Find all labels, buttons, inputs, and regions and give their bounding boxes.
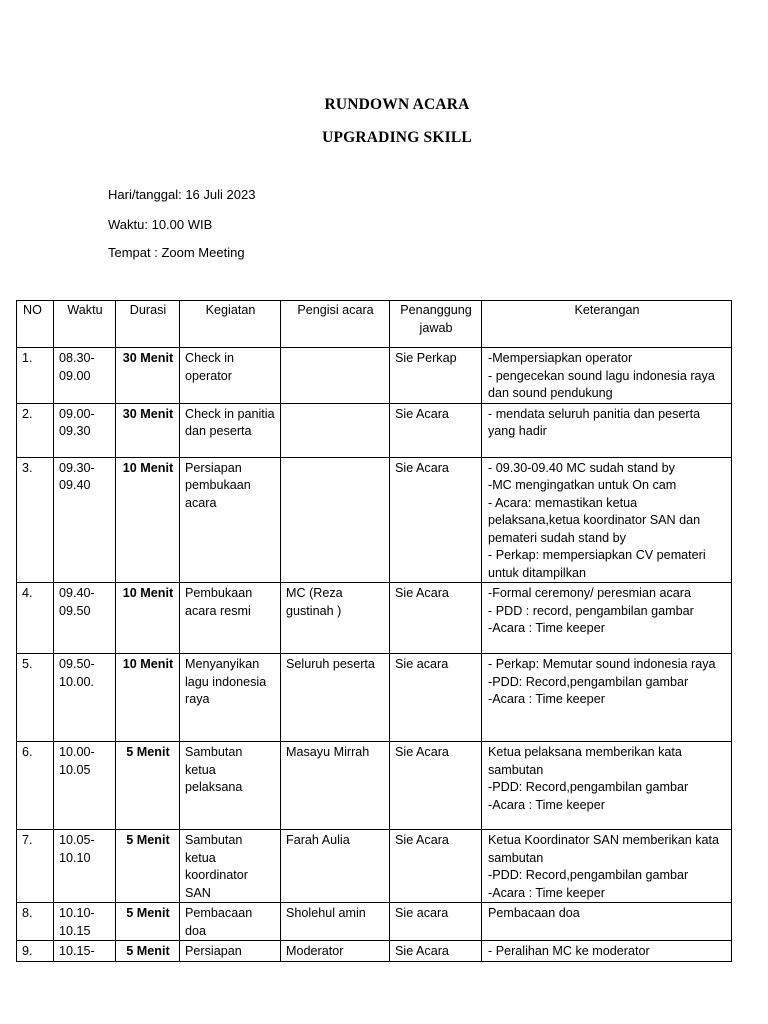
cell-kegiatan: Sambutan ketua pelaksana	[180, 742, 281, 830]
col-header-keterangan: Keterangan	[482, 301, 732, 348]
document-subtitle: UPGRADING SKILL	[322, 129, 472, 146]
cell-kegiatan: Check in panitia dan peserta	[180, 403, 281, 457]
cell-keterangan	[482, 941, 732, 962]
document-title: RUNDOWN ACARA	[324, 96, 470, 113]
keterangan-line: -PDD: Record,pengambilan gambar	[488, 780, 689, 794]
cell-penanggung-jawab: Sie acara	[390, 654, 482, 742]
keterangan-line: - mendata seluruh panitia dan peserta yang hadir	[488, 406, 701, 438]
col-header-waktu: Waktu	[54, 301, 116, 348]
cell-pengisi	[281, 457, 390, 583]
keterangan-line: -Mempersiapkan operator	[488, 351, 633, 365]
keterangan-line: -Acara : Time keeper	[488, 692, 605, 706]
cell-durasi: 10 Menit	[116, 583, 180, 654]
cell-keterangan	[482, 830, 732, 903]
cell-pengisi: Sholehul amin	[281, 903, 390, 941]
cell-waktu: 10.10-10.15	[54, 903, 116, 941]
cell-keterangan	[482, 903, 732, 941]
cell-durasi: 5 Menit	[116, 830, 180, 903]
cell-penanggung-jawab: Sie Acara	[390, 742, 482, 830]
keterangan-line: - 09.30-09.40 MC sudah stand by	[488, 460, 675, 475]
cell-no: 7.	[17, 830, 54, 903]
cell-no: 3.	[17, 457, 54, 583]
table-row	[17, 403, 732, 457]
col-header-penanggung-jawab: Penanggung jawab	[390, 301, 482, 348]
cell-penanggung-jawab: Sie Acara	[390, 403, 482, 457]
cell-kegiatan: Pembacaan doa	[180, 903, 281, 941]
info-date: Hari/tanggal: 16 Juli 2023	[108, 187, 256, 202]
keterangan-line: Ketua Koordinator SAN memberikan kata sambutan	[488, 833, 720, 865]
table-row	[17, 903, 732, 941]
cell-kegiatan: Persiapan	[180, 941, 281, 962]
table-row	[17, 348, 732, 404]
keterangan-line: - Peralihan MC ke moderator	[488, 944, 650, 958]
cell-durasi: 5 Menit	[116, 941, 180, 962]
cell-keterangan	[482, 583, 732, 654]
keterangan-line: -Acara : Time keeper	[488, 621, 605, 635]
cell-keterangan	[482, 348, 732, 404]
col-header-kegiatan: Kegiatan	[180, 301, 281, 348]
cell-pengisi: Masayu Mirrah	[281, 742, 390, 830]
cell-durasi: 30 Menit	[116, 348, 180, 404]
cell-no: 5.	[17, 654, 54, 742]
keterangan-line: Pembacaan doa	[488, 906, 580, 920]
keterangan-line: - Acara: memastikan ketua pelaksana,ketua koordinator SAN dan pemateri sudah stand by	[488, 495, 701, 545]
table-row	[17, 457, 732, 583]
cell-no: 1.	[17, 348, 54, 404]
cell-penanggung-jawab: Sie Perkap	[390, 348, 482, 404]
cell-pengisi: Farah Aulia	[281, 830, 390, 903]
cell-pengisi: Moderator	[281, 941, 390, 962]
table-row	[17, 742, 732, 830]
cell-kegiatan: Sambutan ketua koordinator SAN	[180, 830, 281, 903]
cell-waktu: 09.50-10.00.	[54, 654, 116, 742]
table-row	[17, 941, 732, 962]
cell-waktu: 09.00-09.30	[54, 403, 116, 457]
cell-waktu: 10.00-10.05	[54, 742, 116, 830]
cell-keterangan	[482, 654, 732, 742]
cell-durasi: 30 Menit	[116, 403, 180, 457]
cell-durasi: 10 Menit	[116, 457, 180, 583]
cell-penanggung-jawab: Sie Acara	[390, 457, 482, 583]
cell-keterangan	[482, 742, 732, 830]
col-header-durasi: Durasi	[116, 301, 180, 348]
cell-pengisi: MC (Reza gustinah )	[281, 583, 390, 654]
cell-waktu: 10.15-	[54, 941, 116, 962]
keterangan-line: -PDD: Record,pengambilan gambar	[488, 868, 689, 882]
cell-keterangan	[482, 403, 732, 457]
table-header-row	[17, 301, 732, 348]
info-place: Tempat : Zoom Meeting	[108, 245, 245, 260]
keterangan-line: Ketua pelaksana memberikan kata sambutan	[488, 745, 682, 777]
info-time: Waktu: 10.00 WIB	[108, 217, 213, 232]
cell-no: 8.	[17, 903, 54, 941]
cell-kegiatan: Pembukaan acara resmi	[180, 583, 281, 654]
cell-penanggung-jawab: Sie acara	[390, 903, 482, 941]
keterangan-line: -MC mengingatkan untuk On cam	[488, 478, 677, 492]
cell-kegiatan: Menyanyikan lagu indonesia raya	[180, 654, 281, 742]
keterangan-line: - PDD : record, pengambilan gambar	[488, 603, 694, 618]
keterangan-line: - Perkap: mempersiapkan CV pemateri untuk ditampilkan	[488, 548, 706, 580]
cell-pengisi	[281, 403, 390, 457]
cell-no: 6.	[17, 742, 54, 830]
rundown-table	[16, 300, 732, 962]
cell-waktu: 09.40-09.50	[54, 583, 116, 654]
keterangan-line: -PDD: Record,pengambilan gambar	[488, 674, 689, 689]
keterangan-line: -Acara : Time keeper	[488, 885, 605, 900]
cell-no: 2.	[17, 403, 54, 457]
col-header-pengisi: Pengisi acara	[281, 301, 390, 348]
cell-penanggung-jawab: Sie Acara	[390, 583, 482, 654]
cell-waktu: 09.30-09.40	[54, 457, 116, 583]
cell-kegiatan: Persiapan pembukaan acara	[180, 457, 281, 583]
cell-pengisi: Seluruh peserta	[281, 654, 390, 742]
col-header-no: NO	[17, 301, 54, 348]
cell-waktu: 08.30-09.00	[54, 348, 116, 404]
cell-durasi: 5 Menit	[116, 742, 180, 830]
cell-kegiatan: Check in operator	[180, 348, 281, 404]
cell-no: 4.	[17, 583, 54, 654]
cell-pengisi	[281, 348, 390, 404]
table-row	[17, 654, 732, 742]
cell-penanggung-jawab: Sie Acara	[390, 941, 482, 962]
table-row	[17, 583, 732, 654]
keterangan-line: -Acara : Time keeper	[488, 797, 605, 812]
cell-no: 9.	[17, 941, 54, 962]
cell-keterangan	[482, 457, 732, 583]
cell-penanggung-jawab: Sie Acara	[390, 830, 482, 903]
keterangan-line: - pengecekan sound lagu indonesia raya dan sound pendukung	[488, 368, 715, 400]
cell-durasi: 5 Menit	[116, 903, 180, 941]
cell-durasi: 10 Menit	[116, 654, 180, 742]
keterangan-line: -Formal ceremony/ peresmian acara	[488, 586, 691, 600]
table-row	[17, 830, 732, 903]
cell-waktu: 10.05-10.10	[54, 830, 116, 903]
keterangan-line: - Perkap: Memutar sound indonesia raya	[488, 657, 716, 671]
